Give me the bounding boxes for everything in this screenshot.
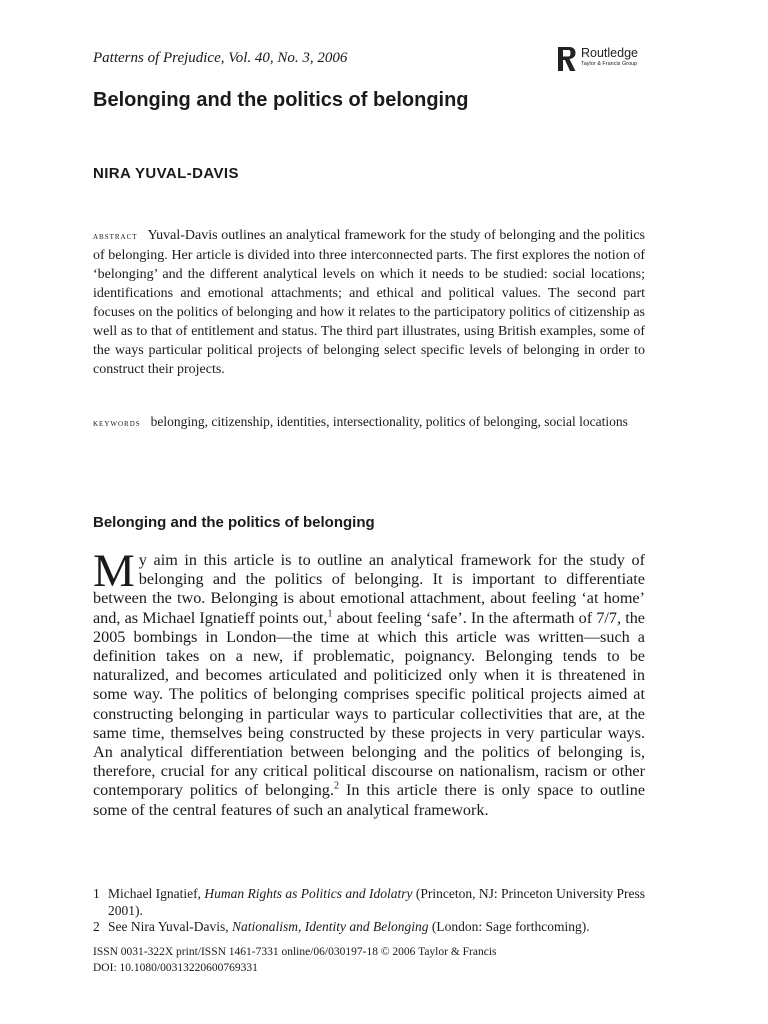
keywords-text: belonging, citizenship, identities, intersectionality, politics of belonging, social locations <box>150 414 628 429</box>
footnote-text: (London: Sage forthcoming). <box>428 919 590 934</box>
doi-line[interactable]: DOI: 10.1080/00313220600769331 <box>93 962 258 974</box>
footnote-book-title: Nationalism, Identity and Belonging <box>231 919 429 934</box>
footnote-2 <box>93 919 645 936</box>
footnote-text: See Nira Yuval-Davis, <box>108 919 232 934</box>
footnote-ref-1[interactable]: 1 <box>327 608 333 620</box>
keywords <box>93 413 645 432</box>
abstract-text: Yuval-Davis outlines an analytical framework for the study of belonging and the politics of belonging. Her article is divided into three interconnected parts. The first explores the notion of ‘belonging’ and the different analytical levels on which it needs to be studied: social locations; identifications and emotional attachments; and ethical and political values. The second part focuses on the politics of belonging and how it relates to the participatory politics of citizenship as well as to that of entitlement and status. The third part illustrates, using British examples, some of the ways particular political projects of belonging select specific levels of belonging in order to construct their projects. <box>93 228 645 377</box>
drop-cap: M <box>93 545 135 597</box>
publisher-group: Taylor & Francis Group <box>581 61 638 67</box>
footnote-text: Michael Ignatief, <box>108 886 205 901</box>
abstract <box>93 226 645 379</box>
footnote-1 <box>93 886 645 919</box>
issn-line: ISSN 0031-322X print/ISSN 1461-7331 online/06/030197-18 © 2006 Taylor & Francis <box>93 946 497 958</box>
footnote-number: 2 <box>93 919 100 934</box>
section-heading: Belonging and the politics of belonging <box>93 514 375 531</box>
article-title: Belonging and the politics of belonging <box>93 89 469 111</box>
body-text-part-2: about feeling ‘safe’. In the aftermath of 7/7, the 2005 bombings in London—the time at which this article was written—such a definition takes on a new, if problematic, poignancy. Belonging tends to be naturalized, and becomes articulated and politicized only when it is threatened in some way. The politics of belonging comprises specific political projects aimed at constructing belonging in particular ways to particular collectivities that are, at the same time, themselves being constructed by these projects in very particular ways. An analytical differentiation between belonging and the politics of belonging is, therefore, crucial for any critical political discourse on nationalism, racism or other contemporary politics of belonging. <box>93 608 645 800</box>
journal-citation: Patterns of Prejudice, Vol. 40, No. 3, 2006 <box>93 50 348 66</box>
footnote-number: 1 <box>93 886 100 901</box>
abstract-label: abstract <box>93 231 138 242</box>
footnote-book-title: Human Rights as Politics and Idolatry <box>204 886 413 901</box>
publisher-name: Routledge <box>581 46 638 60</box>
article-author: NIRA YUVAL-DAVIS <box>93 165 239 182</box>
body-text-part-1: y aim in this article is to outline an analytical framework for the study of belonging and the politics of belonging. It is important to differentiate between the two. Belonging is about emotional attachment, about feeling ‘at home’ and, as Michael Ignatieff points out, <box>93 551 645 627</box>
body-paragraph <box>93 545 645 820</box>
keywords-label: keywords <box>93 418 141 429</box>
footnote-text: (Princeton, NJ: Princeton University Press 2001). <box>108 886 645 918</box>
publisher-logo <box>557 46 667 72</box>
footnotes <box>93 886 645 936</box>
routledge-r-icon <box>557 46 577 72</box>
body-text-part-3: In this article there is only space to outline some of the central features of such an analytical framework. <box>93 781 645 819</box>
publication-info <box>93 944 653 976</box>
footnote-ref-2[interactable]: 2 <box>333 781 339 793</box>
